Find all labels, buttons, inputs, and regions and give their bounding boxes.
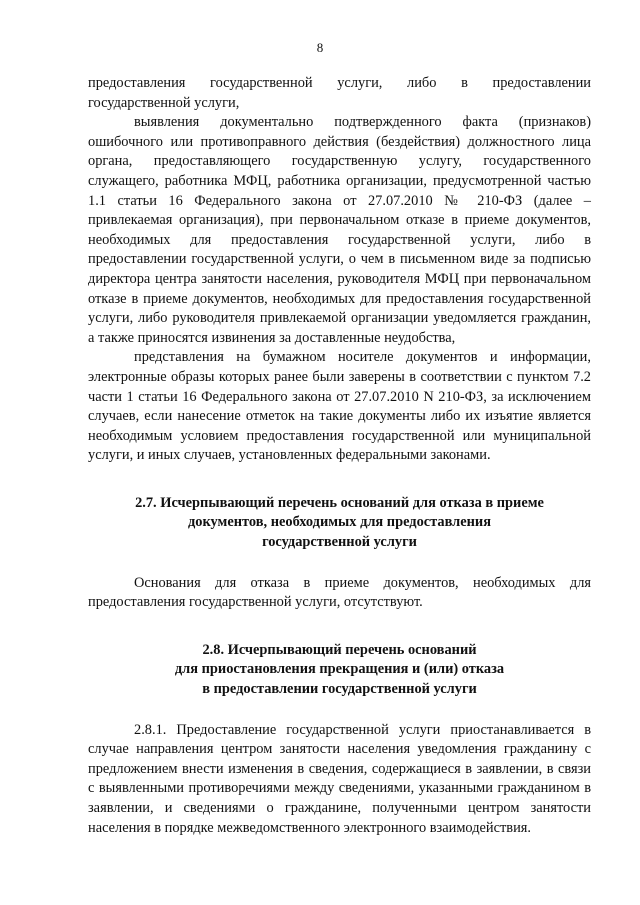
section-2-7-heading [88,494,591,553]
heading-line: 2.8. Исчерпывающий перечень оснований [202,641,477,658]
section-2-8-heading [88,641,591,700]
document-body [88,74,591,838]
page-number: 8 [316,40,324,55]
heading-line: 2.7. Исчерпывающий перечень оснований для отказа в приеме [135,494,544,511]
heading-line: государственной услуги [262,534,417,551]
section-2-8-1-text: 2.8.1. Предоставление государственной услуги приостанавливается в случае направления центром занятости населения уведомления гражданину с предложением внести изменения в сведения, содержащиеся в заявлении, в связи с выявленными противоречиями между сведениями, указанными гражданином в заявлении, и сведениями о гражданине, полученными центром занятости населения в порядке межведомственного электронного взаимодействия. [88,721,591,836]
heading-line: документов, необходимых для предоставления [187,514,492,531]
heading-line: для приостановления прекращения и (или) отказа [174,661,505,678]
intro-paragraph: предоставления государственной услуги, либо в предоставлении государственной услуги, [88,75,591,111]
heading-line: в предоставлении государственной услуги [202,681,477,698]
section-2-7-text: Основания для отказа в приеме документов, необходимых для предоставления государственной услуги, отсутствуют. [88,574,591,611]
paragraph-error-detection: выявления документально подтвержденного факта (признаков) ошибочного или противоправного действия (бездействия) должностного лица органа, предоставляющего государственную услугу, государственного служащего, работника МФЦ, работника организации, предусмотренной частью 1.1 статьи 16 Федерального закона от 27.07.2010 № 210-ФЗ (далее – привлекаемая организация), при первоначальном отказе в приеме документов, необходимых для предоставления государственной услуги, либо в предоставлении государственной услуги, о чем в письменном виде за подписью директора центра занятости населения, руководителя МФЦ при первоначальном отказе в приеме документов, необходимых для предоставления государственной услуги, либо руководителя привлекаемой организации уведомляется гражданин, а также приносятся извинения за доставленные неудобства, [88,114,591,346]
paragraph-paper-documents: представления на бумажном носителе документов и информации, электронные образы которых ранее были заверены в соответствии с пунктом 7.2 части 1 статьи 16 Федерального закона от 27.07.2010 N 210-ФЗ, за исключением случаев, если нанесение отметок на такие документы либо их изъятие является необходимым условием предоставления государственной или муниципальной услуги, и иных случаев, установленных федеральными законами. [88,349,591,464]
